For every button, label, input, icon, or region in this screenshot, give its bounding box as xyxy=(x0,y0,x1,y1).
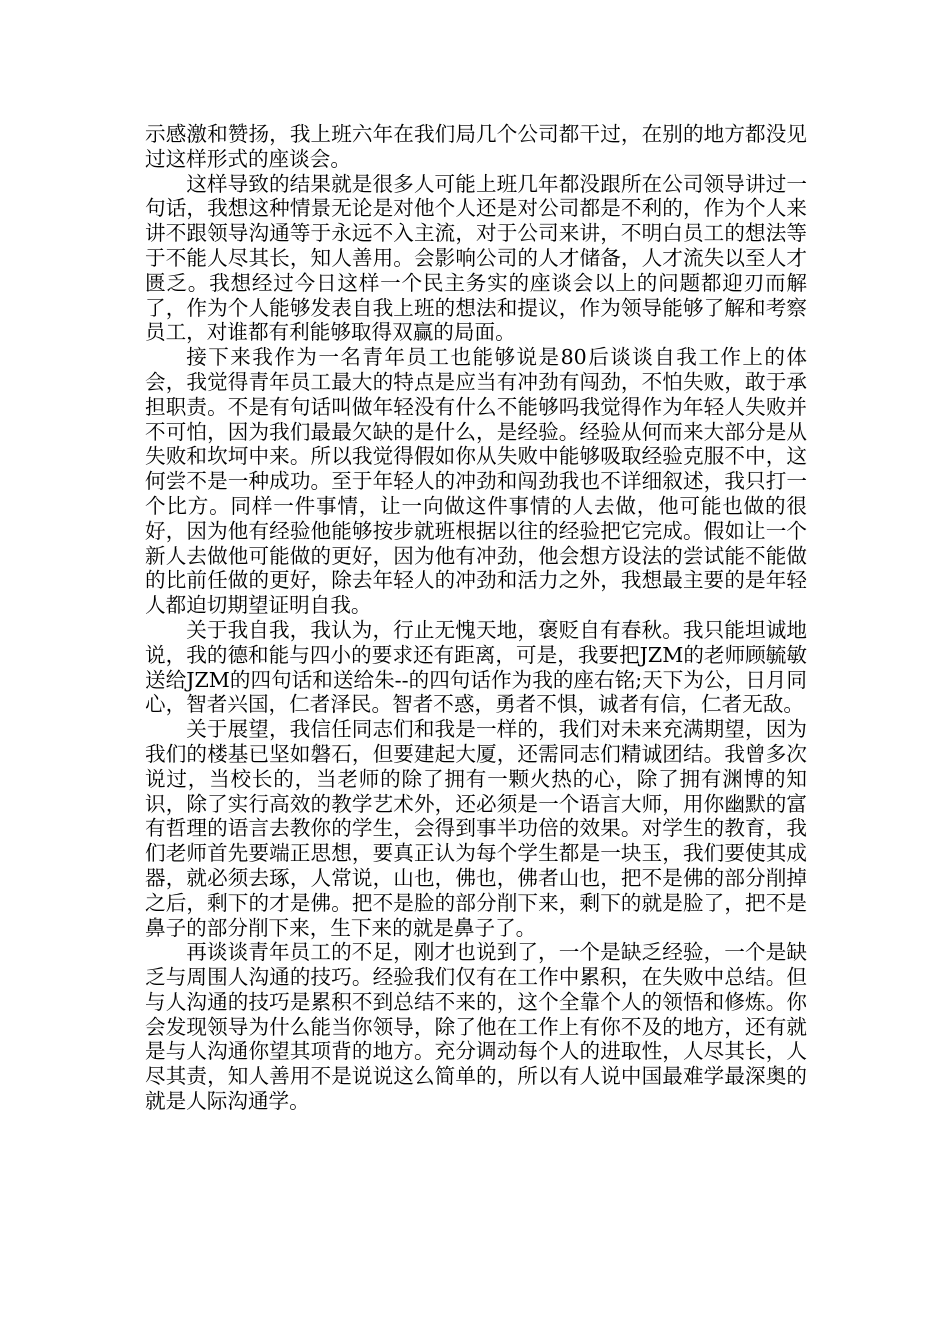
paragraph-4: 关于我自我，我认为，行止无愧天地，褒贬自有春秋。我只能坦诚地说，我的德和能与四小的要求还有距离，可是，我要把JZM的老师顾毓敏送给JZM的四句话和送给朱--的四句话作为我的座右铭;天下为公，日月同心，智者兴国，仁者泽民。智者不惑，勇者不惧，诚者有信，仁者无敌。 xyxy=(145,617,807,717)
paragraph-3: 接下来我作为一名青年员工也能够说是80后谈谈自我工作上的体会，我觉得青年员工最大的特点是应当有冲劲有闯劲，不怕失败，敢于承担职责。不是有句话叫做年轻没有什么不能够吗我觉得作为年轻人失败并不可怕，因为我们最最欠缺的是什么，是经验。经验从何而来大部分是从失败和坎坷中来。所以我觉得假如你从失败中能够吸取经验克服不中，这何尝不是一种成功。至于年轻人的冲劲和闯劲我也不详细叙述，我只打一个比方。同样一件事情，让一向做这件事情的人去做，他可能也做的很好，因为他有经验他能够按步就班根据以往的经验把它完成。假如让一个新人去做他可能做的更好，因为他有冲劲，他会想方设法的尝试能不能做的比前任做的更好，除去年轻人的冲劲和活力之外，我想最主要的是年轻人都迫切期望证明自我。 xyxy=(145,345,807,618)
paragraph-1: 示感激和赞扬，我上班六年在我们局几个公司都干过，在别的地方都没见过这样形式的座谈会。 xyxy=(145,122,807,171)
document-body xyxy=(145,122,807,1114)
paragraph-5: 关于展望，我信任同志们和我是一样的，我们对未来充满期望，因为我们的楼基已坚如磐石，但要建起大厦，还需同志们精诚团结。我曾多次说过，当校长的，当老师的除了拥有一颗火热的心，除了拥有渊博的知识，除了实行高效的教学艺术外，还必须是一个语言大师，用你幽默的富有哲理的语言去教你的学生，会得到事半功倍的效果。对学生的教育，我们老师首先要端正思想，要真正认为每个学生都是一块玉，我们要使其成器，就必须去琢，人常说，山也，佛也，佛者山也，把不是佛的部分削掉之后，剩下的才是佛。把不是脸的部分削下来，剩下的就是脸了，把不是鼻子的部分削下来，生下来的就是鼻子了。 xyxy=(145,717,807,940)
paragraph-2: 这样导致的结果就是很多人可能上班几年都没跟所在公司领导讲过一句话，我想这种情景无论是对他个人还是对公司都是不利的，作为个人来讲不跟领导沟通等于永远不入主流，对于公司来讲，不明白员工的想法等于不能人尽其长，知人善用。会影响公司的人才储备，人才流失以至人才匮乏。我想经过今日这样一个民主务实的座谈会以上的问题都迎刃而解了，作为个人能够发表自我上班的想法和提议，作为领导能够了解和考察员工，对谁都有利能够取得双赢的局面。 xyxy=(145,171,807,345)
paragraph-6: 再谈谈青年员工的不足，刚才也说到了，一个是缺乏经验，一个是缺乏与周围人沟通的技巧。经验我们仅有在工作中累积，在失败中总结。但与人沟通的技巧是累积不到总结不来的，这个全靠个人的领悟和修炼。你会发现领导为什么能当你领导，除了他在工作上有你不及的地方，还有就是与人沟通你望其项背的地方。充分调动每个人的进取性，人尽其长，人尽其责，知人善用不是说说这么简单的，所以有人说中国最难学最深奥的就是人际沟通学。 xyxy=(145,940,807,1114)
